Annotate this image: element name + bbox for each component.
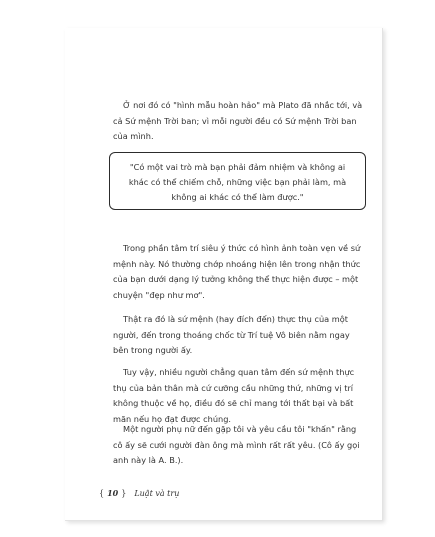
book-page [65, 28, 383, 521]
brace-close: } [121, 489, 127, 498]
paragraph-2: Trong phần tâm trí siêu ý thức có hình ảnh toàn vẹn về sứ mệnh này. Nó thường chớp nhoáng hiện lên trong nhận thức của bạn dưới dạng lý tưởng không thể thực hiện được – một chuyện "đẹp như mơ". [113, 243, 361, 300]
paragraph-1: Ở nơi đó có "hình mẫu hoàn hảo" mà Plato đã nhắc tới, và cả Sứ mệnh Trời ban; vì mỗi người đều có Sứ mệnh Trời ban của mình. [113, 100, 363, 141]
paragraph-3: Thật ra đó là sứ mệnh (hay đích đến) thực thụ của một người, đến trong thoáng chốc từ Trí tuệ Vô biên nằm ngay bên trong người ấy. [113, 314, 350, 355]
book-title: Luật và trụ [134, 489, 180, 498]
paragraph-4: Tuy vậy, nhiều người chẳng quan tâm đến sứ mệnh thực thụ của bản thân mà cứ cưỡng cầu những thứ, những vị trí không thuộc về họ, điều đó sẽ chỉ mang tới thất bại và bất mãn nếu họ đạt được chúng. [113, 367, 355, 424]
brace-open: { [99, 489, 105, 498]
quote-text: "Có một vai trò mà bạn phải đảm nhiệm và không ai khác có thể chiếm chỗ, những việc bạn phải làm, mà không ai khác có thể làm được." [128, 162, 347, 202]
page-number: 10 [107, 488, 119, 498]
page-footer [99, 488, 179, 498]
paragraph-5: Một người phụ nữ đến gặp tôi và yêu cầu tôi "khấn" rằng cô ấy sẽ cưới người đàn ông mà mình rất rất yêu. (Cô ấy gọi anh này là A. B.). [113, 424, 360, 465]
quote-box [109, 152, 366, 210]
